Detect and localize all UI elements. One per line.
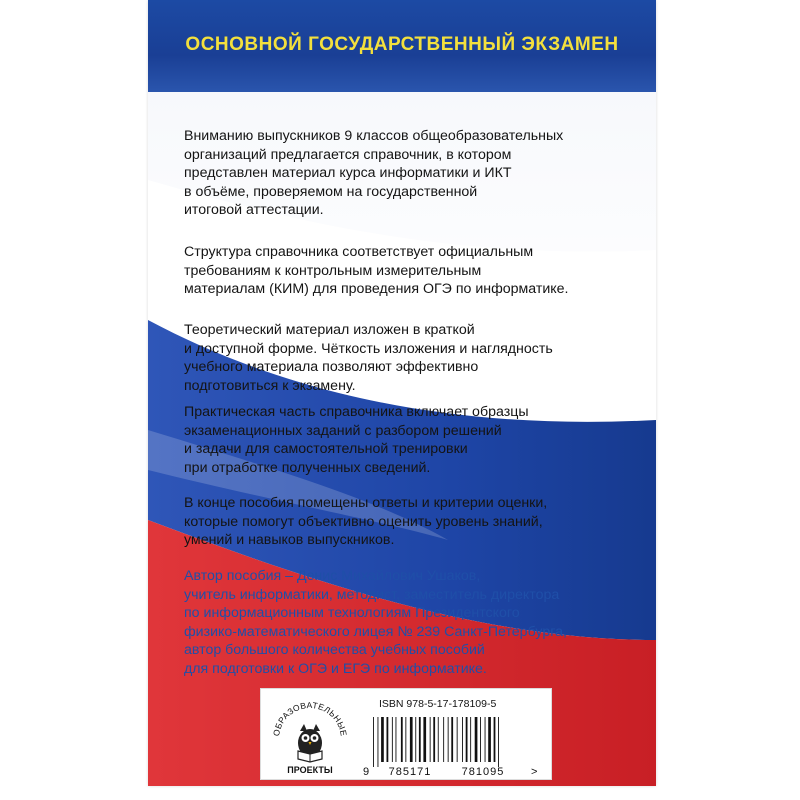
banner-title: ОСНОВНОЙ ГОСУДАРСТВЕННЫЙ ЭКЗАМЕН [185, 34, 619, 55]
barcode-bar [462, 717, 463, 762]
text-line: итоговой аттестации. [184, 202, 324, 218]
author-line: по информационным технологиям Президентского [184, 605, 520, 621]
barcode-bar [470, 717, 471, 762]
barcode-first-digit: 9 [363, 766, 370, 777]
barcode-bar [433, 717, 435, 762]
paragraph-answers [184, 494, 604, 550]
barcode-bar [498, 717, 499, 767]
barcode-bar [410, 717, 413, 762]
text-line: организаций предлагается справочник, в котором [184, 146, 512, 163]
barcode-bar [466, 717, 468, 762]
barcode-bar [485, 717, 486, 762]
text-line: материалам (КИМ) для проведения ОГЭ по информатике. [184, 281, 569, 297]
author-line: физико-математического лицея № 239 Санкт-Петербурга, [184, 623, 567, 640]
text-line: экзаменационных заданий с разбором решений [184, 422, 502, 439]
barcode-bar [438, 717, 439, 762]
barcode-bar [448, 717, 449, 762]
barcode [361, 715, 547, 777]
publisher-logo [267, 693, 353, 775]
author-line: для подготовки к ОГЭ и ЕГЭ по информатике. [184, 660, 487, 677]
barcode-bar [443, 717, 444, 762]
barcode-bar [480, 717, 481, 762]
barcode-bar [488, 717, 491, 762]
header-banner [148, 0, 656, 92]
paragraph-practice [184, 403, 604, 477]
barcode-bar [381, 717, 384, 762]
text-line: при отработке полученных сведений. [184, 459, 431, 476]
barcode-bar [451, 717, 453, 762]
paragraph-theory [184, 321, 604, 395]
text-line: представлен материал курса информатики и ИКТ [184, 165, 512, 181]
barcode-group-left: 785171 [388, 766, 432, 777]
text-line: Теоретический материал изложен в краткой [184, 322, 475, 338]
barcode-bar [396, 717, 397, 762]
isbn-panel [260, 688, 552, 780]
barcode-bar [415, 717, 416, 762]
barcode-bar [419, 717, 421, 762]
text-line: Структура справочника соответствует официальным [184, 244, 534, 260]
barcode-bar [475, 717, 478, 762]
barcode-group-right: 781095 [461, 766, 505, 777]
author-line: Автор пособия – Денис Михайлович Ушаков, [184, 568, 481, 584]
barcode-bar [494, 717, 496, 762]
barcode-bar [387, 717, 389, 762]
isbn-number: ISBN 978-5-17-178109-5 [379, 698, 497, 710]
owl-with-book-icon [298, 724, 322, 762]
text-line: В конце пособия помещены ответы и критерии оценки, [184, 495, 548, 511]
text-line: Практическая часть справочника включает образцы [184, 404, 529, 420]
barcode-bar [373, 717, 374, 767]
paragraph-intro [184, 127, 604, 220]
text-line: Вниманию выпускников 9 классов общеобразовательных [184, 128, 564, 144]
text-line: и задачи для самостоятельной тренировки [184, 441, 468, 457]
text-line: и доступной форме. Чёткость изложения и наглядность [184, 340, 553, 357]
barcode-bar [378, 717, 379, 767]
logo-arc-text: ОБРАЗОВАТЕЛЬНЫЕ [271, 699, 349, 737]
barcode-end-mark: > [531, 766, 538, 777]
text-line: требованиям к контрольным измерительным [184, 262, 482, 279]
text-line: в объёме, проверяемом на государственной [184, 183, 478, 200]
logo-bottom-text: ПРОЕКТЫ [287, 765, 333, 775]
text-line: учебного материала позволяют эффективно [184, 359, 479, 375]
text-line: подготовиться к экзамену. [184, 377, 356, 394]
barcode-bar [423, 717, 426, 762]
paragraph-structure [184, 243, 604, 299]
barcode-bar [405, 717, 406, 762]
barcode-bar [401, 717, 403, 762]
text-line: умений и навыков выпускников. [184, 532, 395, 548]
book-back-cover [148, 0, 656, 786]
author-line: учитель информатики, методист, заместитель директора [184, 586, 560, 603]
text-line: которые помогут объективно оценить уровень знаний, [184, 513, 543, 530]
barcode-bar [430, 717, 431, 762]
barcode-bar [392, 717, 393, 762]
author-info [184, 567, 604, 678]
barcode-bar [457, 717, 458, 762]
author-line: автор большого количества учебных пособий [184, 642, 485, 658]
